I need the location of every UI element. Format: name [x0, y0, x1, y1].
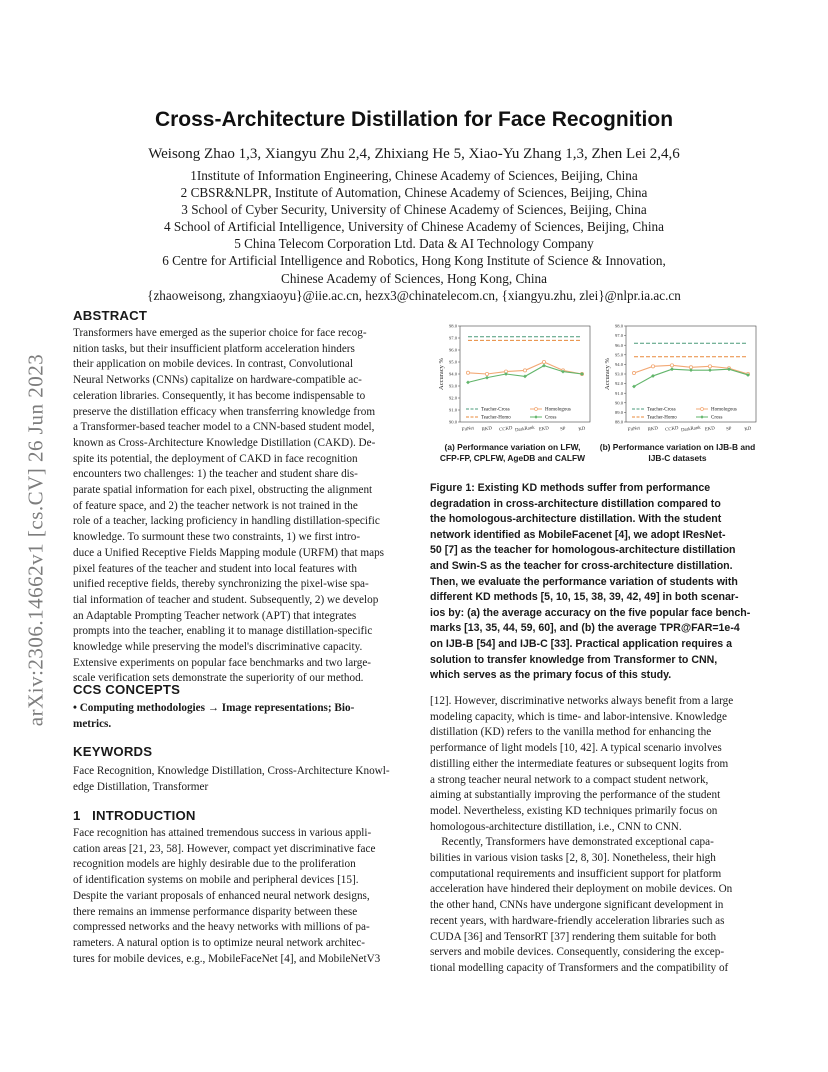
abstract-body	[73, 326, 405, 687]
x-tick-label: DarkRank	[514, 425, 536, 434]
keywords-heading: KEYWORDS	[73, 744, 153, 759]
y-tick-label: 95.0	[614, 352, 623, 358]
abstract-line: an Adaptable Prompting Teacher network (APT) that integrates	[73, 609, 357, 622]
abstract-line: celeration libraries. Consequently, it has become indispensable to	[73, 389, 366, 402]
legend-label: Teacher-Cross	[481, 407, 510, 413]
subcaption-b	[595, 442, 760, 464]
keywords-body	[73, 764, 405, 795]
caption-line: on IJB-B [54] and IJB-C [33]. Practical application requires a	[430, 637, 732, 650]
y-tick-label: 98.0	[448, 323, 457, 329]
x-tick-label: EKD	[704, 426, 716, 433]
ccs-body	[73, 701, 405, 732]
y-tick-label: 97.0	[614, 333, 623, 339]
x-tick-label: FitNet	[627, 426, 641, 433]
intro-title: INTRODUCTION	[92, 808, 196, 823]
data-point	[651, 365, 654, 368]
intro-line: Despite the variant proposals of enhanced neural network designs,	[73, 889, 370, 902]
affiliation-line: {zhaoweisong, zhangxiaoyu}@iie.ac.cn, hezx3@chinatelecom.cn, {xiangyu.zhu, zlei}@nlpr.ia.ac.cn	[147, 287, 681, 303]
caption-line: Figure 1: Existing KD methods suffer from performance	[430, 482, 711, 494]
intro-line: rameters. A natural option is to optimize neural network architec-	[73, 936, 366, 949]
abstract-line: known as Cross-Architecture Knowledge Distillation (CAKD). De-	[73, 436, 376, 449]
legend-label: Teacher-Homo	[647, 415, 677, 421]
data-point	[632, 371, 635, 374]
data-point	[708, 368, 712, 372]
intro-line: Face recognition has attained tremendous success in various appli-	[73, 827, 372, 839]
x-tick-label: KD	[578, 426, 586, 433]
body-line: bilities in various vision tasks [2, 8, 30]. Nonetheless, their high	[430, 852, 716, 865]
y-tick-label: 97.0	[448, 335, 457, 341]
y-tick-label: 90.0	[448, 419, 457, 425]
caption-line: degradation in cross-architecture distillation compared to	[430, 497, 721, 510]
intro-number: 1	[73, 808, 81, 823]
legend-label: Teacher-Cross	[647, 407, 676, 413]
x-tick-label: CCKD	[664, 426, 679, 433]
body-line: homologous-architecture distillation, i.e., CNN to CNN.	[430, 820, 682, 833]
ccs-line: metrics.	[73, 717, 112, 730]
affiliation-line: Chinese Academy of Sciences, Hong Kong, China	[281, 270, 547, 286]
body-line: Recently, Transformers have demonstrated exceptional capa-	[430, 836, 714, 849]
abstract-line: their application on mobile devices. In contrast, Convolutional	[73, 358, 353, 371]
abstract-line: duce a Unified Receptive Fields Mapping module (URFM) that maps	[73, 546, 385, 559]
x-tick-label: SP	[559, 426, 566, 433]
body-line: servers and mobile devices. Consequently, considering the excep-	[430, 946, 725, 959]
y-tick-label: 93.0	[614, 371, 623, 377]
intro-body	[73, 826, 405, 967]
affiliation-line: 6 Centre for Artificial Intelligence and Robotics, Hong Kong Institute of Science & Innovation,	[162, 253, 666, 269]
legend-marker	[700, 415, 703, 418]
keywords-line: Face Recognition, Knowledge Distillation, Cross-Architecture Knowl-	[73, 765, 390, 777]
body-line: aiming at substantially improving the performance of the student	[430, 789, 721, 802]
x-tick-label: RKD	[481, 426, 493, 433]
subcaption-line: (b) Performance variation on IJB-B and	[599, 442, 756, 452]
legend-label: Homologous	[545, 407, 571, 413]
body-line: recent years, with hardware-friendly acceleration libraries such as	[430, 914, 725, 927]
body-line: model. Nevertheless, existing KD techniques primarily focus on	[430, 804, 718, 817]
paper-title: Cross-Architecture Distillation for Face Recognition	[154, 108, 674, 131]
abstract-line: tial information of teacher and student. Subsequently, 2) we develop	[73, 593, 379, 606]
intro-line: cation areas [21, 23, 58]. However, compact yet discriminative face	[73, 842, 376, 855]
y-tick-label: 90.0	[614, 400, 623, 406]
body-line: the other hand, CNNs have undergone significant development in	[430, 899, 724, 912]
y-tick-label: 93.0	[448, 383, 457, 389]
abstract-line: role of a teacher, lacking proficiency in handling distillation-specific	[73, 515, 380, 528]
affiliation-line: 5 China Telecom Corporation Ltd. Data & AI Technology Company	[234, 236, 594, 252]
affiliation-line: 3 School of Cyber Security, University of Chinese Academy of Sciences, Beijing, China	[181, 202, 647, 218]
x-tick-label: FitNet	[461, 426, 475, 433]
abstract-line: pixel features of the teacher and student into local features with	[73, 562, 357, 575]
y-tick-label: 94.0	[614, 362, 623, 367]
subcaption-line: CFP-FP, CPLFW, AgeDB and CALFW	[439, 453, 586, 463]
x-tick-label: RKD	[647, 426, 659, 433]
legend-label: Homologous	[711, 407, 737, 413]
abstract-line: preserve the distillation efficacy when transferring knowledge from	[73, 405, 376, 418]
abstract-line: Transformers have emerged as the superior choice for face recog-	[73, 327, 367, 339]
abstract-line: Extensive experiments on popular face benchmarks and two large-	[73, 656, 372, 669]
legend-label: Cross	[711, 415, 723, 421]
y-tick-label: 92.0	[614, 381, 623, 387]
body-line: distillation (KD) refers to the vanilla method for enhancing the	[430, 726, 712, 739]
legend-marker	[535, 408, 538, 411]
abstract-line: unified receptive fields, thereby synchronizing the pixel-wise spa-	[73, 578, 369, 591]
abstract-heading: ABSTRACT	[73, 308, 148, 323]
affiliation-block	[0, 167, 828, 304]
abstract-line: parate spatial information for each pixel, obstructing the alignment	[73, 484, 373, 497]
body-line: tional modelling capacity of Transformers and the compatibility of	[430, 961, 729, 974]
body-line: CUDA [36] and TensorRT [37] rendering them suitable for both	[430, 930, 717, 943]
figure-1-caption	[430, 481, 756, 684]
y-axis-label: Accuracy %	[438, 358, 445, 390]
y-tick-label: 91.0	[448, 407, 457, 413]
x-tick-label: SP	[725, 426, 732, 433]
intro-heading	[73, 808, 196, 823]
legend-marker	[534, 415, 537, 418]
ccs-heading: CCS CONCEPTS	[73, 682, 181, 697]
y-tick-label: 96.0	[614, 342, 623, 348]
body-line: [12]. However, discriminative networks always benefit from a large	[430, 695, 734, 707]
subcaption-line: IJB-C datasets	[648, 453, 707, 463]
abstract-line: spite its potential, the deployment of CAKD in face recognition	[73, 452, 358, 465]
data-point	[466, 371, 469, 374]
affiliation-line: 4 School of Artificial Intelligence, University of Chinese Academy of Sciences, Beijing, China	[164, 219, 664, 235]
body-line: modeling capacity, which is time- and labor-intensive. Knowledge	[430, 710, 727, 723]
x-tick-label: CCKD	[498, 426, 513, 433]
y-axis-label: Accuracy %	[604, 358, 611, 390]
intro-line: compressed networks and the heavy networks with millions of pa-	[73, 921, 370, 934]
y-tick-label: 96.0	[448, 347, 457, 353]
data-point	[523, 369, 526, 372]
subcaption-line: (a) Performance variation on LFW,	[444, 442, 581, 452]
intro-line: there remains an immense performance disparity between these	[73, 905, 358, 918]
caption-line: Then, we evaluate the performance variation of students with	[430, 575, 738, 588]
intro-line: recognition models are highly desirable due to the proliferation	[73, 858, 356, 871]
legend-marker	[701, 408, 704, 411]
affiliation-line: 1Institute of Information Engineering, Chinese Academy of Sciences, Beijing, China	[190, 168, 638, 183]
data-point	[670, 367, 674, 371]
y-tick-label: 89.0	[614, 410, 623, 415]
figure-1b-chart	[596, 318, 762, 438]
y-tick-label: 95.0	[448, 359, 457, 365]
body-line: distilling either the intermediate features or subsequent logits from	[430, 757, 729, 770]
arxiv-identifier	[8, 290, 64, 790]
caption-line: the homologous-architecture distillation. With the student	[430, 513, 722, 526]
body-line: performance of light models [10, 42]. A typical scenario involves	[430, 742, 722, 755]
data-point	[670, 364, 673, 367]
abstract-line: scale verification sets demonstrate the superiority of our method.	[73, 672, 364, 685]
abstract-line: of feature space, and 2) the teacher network is not trained in the	[73, 499, 358, 512]
figure-1a-chart	[430, 318, 596, 438]
data-point	[485, 372, 488, 375]
abstract-line: prompts into the teacher, enabling it to manage distillation-specific	[73, 625, 373, 638]
caption-line: network identified as MobileFacenet [4], we adopt IResNet-	[430, 528, 726, 541]
caption-line: different KD methods [5, 10, 15, 38, 39, 42, 49] in both scenar-	[430, 591, 739, 604]
body-line: computational requirements and insufficient support for platform	[430, 867, 722, 880]
abstract-line: a Transformer-based teacher model to a CNN-based student model,	[73, 421, 375, 434]
y-tick-label: 98.0	[614, 323, 623, 329]
y-tick-label: 88.0	[614, 419, 623, 425]
subcaption-a	[430, 442, 595, 464]
legend-label: Teacher-Homo	[481, 415, 511, 421]
right-column-body	[430, 694, 756, 977]
caption-line: solution to transfer knowledge from Transformer to CNN,	[430, 653, 718, 666]
caption-line: marks [13, 35, 44, 59, 60], and (b) the average TPR@FAR=1e-4	[430, 622, 740, 635]
intro-line: of identification systems on mobile and peripheral devices [15].	[73, 874, 359, 887]
abstract-line: knowledge while preserving the model's discriminative capacity.	[73, 641, 363, 654]
data-point	[708, 365, 711, 368]
affiliation-line: 2 CBSR&NLPR, Institute of Automation, Chinese Academy of Sciences, Beijing, China	[180, 185, 648, 201]
x-tick-label: DarkRank	[680, 425, 702, 434]
arxiv-id-text: arXiv:2306.14662v1 [cs.CV] 26 Jun 2023	[23, 353, 48, 727]
caption-line: which serves as the primary focus of this study.	[430, 669, 672, 682]
body-line: acceleration have hindered their deployment on mobile devices. On	[430, 883, 733, 896]
caption-line: and Swin-S as the teacher for cross-architecture distillation.	[430, 559, 733, 572]
data-point	[485, 376, 489, 380]
keywords-line: edge Distillation, Transformer	[73, 780, 209, 793]
caption-line: 50 [7] as the teacher for homologous-architecture distillation	[430, 544, 736, 557]
data-point	[466, 381, 470, 385]
abstract-line: nition tasks, but their insufficient platform acceleration hinders	[73, 342, 355, 355]
y-tick-label: 92.0	[448, 395, 457, 401]
abstract-line: encounters two challenges: 1) the teacher and student share dis-	[73, 468, 358, 481]
data-point	[689, 368, 693, 372]
caption-line: ios by: (a) the average accuracy on the five popular face bench-	[430, 606, 751, 619]
y-tick-label: 94.0	[448, 371, 457, 377]
y-tick-label: 91.0	[614, 390, 623, 396]
intro-line: tures for mobile devices, e.g., MobileFaceNet [4], and MobileNetV3	[73, 952, 381, 965]
abstract-line: Neural Networks (CNNs) capitalize on hardware-compatible ac-	[73, 374, 362, 387]
ccs-line: • Computing methodologies → Image representations; Bio-	[73, 702, 355, 714]
x-tick-label: KD	[744, 426, 752, 433]
legend-label: Cross	[545, 415, 557, 421]
x-tick-label: EKD	[538, 426, 550, 433]
author-list: Weisong Zhao 1,3, Xiangyu Zhu 2,4, Zhixiang He 5, Xiao-Yu Zhang 1,3, Zhen Lei 2,4,6	[148, 146, 680, 162]
body-line: a strong teacher neural network to a compact student network,	[430, 773, 709, 786]
data-point	[542, 360, 545, 363]
abstract-line: knowledge. To surmount these two constraints, 1) we first intro-	[73, 531, 361, 544]
